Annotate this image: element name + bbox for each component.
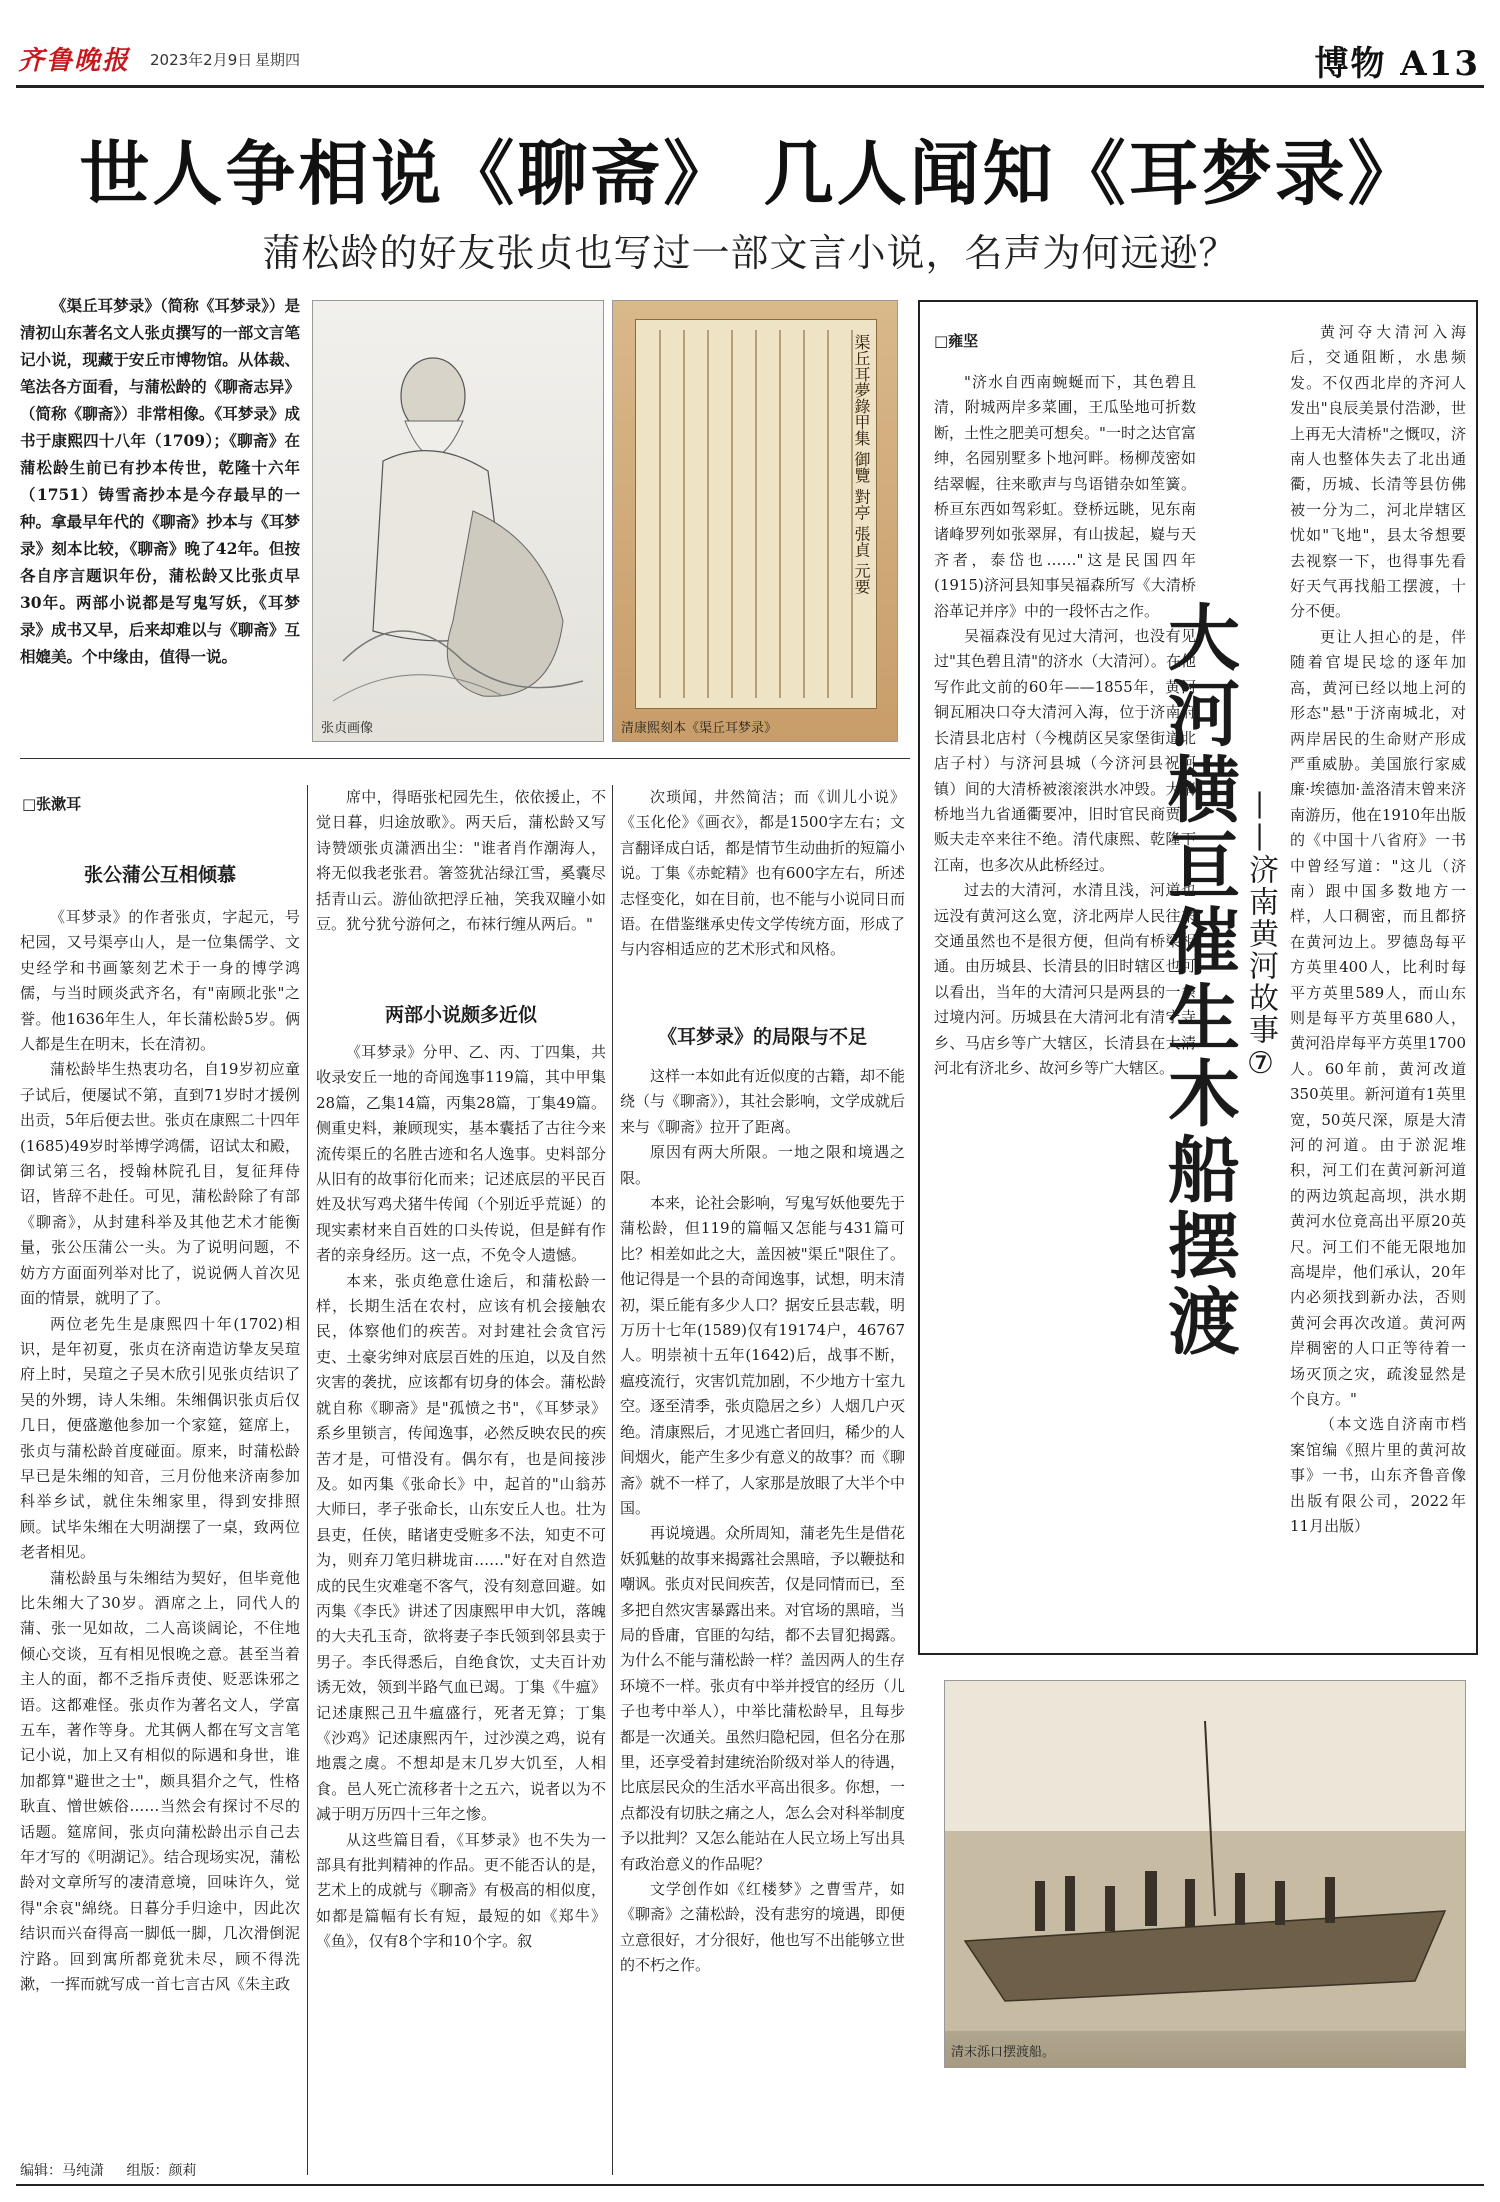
subheading-2: 两部小说颇多近似 [384,1004,537,1026]
book-page [635,319,877,709]
left-column-3a [620,785,905,1000]
page-title: 世人争相说《聊斋》 几人闻知《耳梦录》 [79,132,1421,215]
portrait-illustration [313,301,603,711]
paragraph: 席中，得晤张杞园先生，依依援止，不觉日暮，归途放歌》。两天后，蒲松龄又写诗赞颂张贞潇洒出尘："谁者肖作潮海人，将无似我老张君。箸签犹沾绿江雪，奚囊尽括青山云。游仙欲把浮丘袖，笑我双瞳小如豆。犹兮犹兮游何之，布袜行缠从两后。" [316,788,606,934]
paragraph: 《耳梦录》的作者张贞，字起元，号杞园，又号渠亭山人，是一位集儒学、文史经学和书画篆刻艺术于一身的博学鸿儒，与当时顾炎武齐名，有"南顾北张"之誉。他1636年生人，年长蒲松龄5岁。俩人都是生在明末，长在清初。 [20,908,300,1054]
paragraph: 文学创作如《红楼梦》之曹雪芹，如《聊斋》之蒲松龄，没有悲穷的境遇，即便立意很好，才分很好，他也写不出能够立世的不朽之作。 [620,1880,905,1975]
ferry-illustration [945,1681,1465,2031]
portrait-photo [312,300,604,742]
paragraph: 《耳梦录》分甲、乙、丙、丁四集，共收录安丘一地的奇闻逸事119篇，其中甲集28篇，乙集14篇，丙集28篇，丁集49篇。侧重史料，兼顾现实，基本囊括了古往今来流传渠丘的名胜古迹和名人逸事。史料部分从旧有的故事衍化而来；记述底层的平民百姓及状写鸡犬猪牛传闻（个别近乎荒诞）的现实素材来自百姓的口头传说，但是鲜有作者的亲身经历。这一点，不免令人遗憾。 [316,1043,606,1265]
column-divider [307,785,308,2175]
book-title-text: 渠丘耳夢錄甲集 御覽 對亭 張貞 元要 [852,334,871,595]
paragraph: "济水自西南蜿蜒而下，其色碧且清，附城两岸多菜圃，王瓜坠地可折数断，土性之肥美可想矣。"一时之达官富绅，名园别墅多卜地河畔。杨柳茂密如结翠幄，往来歌声与鸟语错杂如笙簧。桥亘东西如驾彩虹。登桥远眺，见东南诸峰罗列如张翠屏，有山拔起，嶷与天齐者，泰岱也……"这是民国四年(1915)济河县知事吴福森所写《大清桥浴革记并序》中的一段怀古之作。 [934,373,1196,620]
paragraph: 再说境遇。众所周知，蒲老先生是借花妖狐魅的故事来揭露社会黑暗，予以鞭挞和嘲讽。张贞对民间疾苦，仅是同情而已，至多把自然灾害暴露出来。对官场的黑暗，当局的昏庸，官匪的勾结，都不去冒犯揭露。为什么不能与蒲松龄一样？盖因两人的生存环境不一样。张贞有中举并授官的经历（儿子也考中举人），中举比蒲松龄早，且每步都是一次通关。虽然归隐杞园，但名分在那里，还享受着封建统治阶级对举人的待遇，比底层民众的生活水平高出很多。你想，一点都没有切肤之痛之人，怎么会对科举制度予以批判？又怎么能站在人民立场上写出具有政治意义的作品呢？ [620,1524,905,1873]
right-byline: □雍坚 [934,332,979,350]
paragraph: 黄河夺大清河入海后，交通阻断，水患频发。不仅西北岸的齐河人发出"良辰美景付浩渺，世上再无大清桥"之慨叹，济南人也整体失去了北出通衢，历城、长清等县仿佛被一分为二，河北岸辖区忧如"飞地"，县太爷想要去视察一下，也得事先看好天气再找船工摆渡，十分不便。 [1290,323,1466,621]
paragraph: 本来，张贞绝意仕途后，和蒲松龄一样，长期生活在农村，应该有机会接触农民，体察他们的疾苦。对封建社会贪官污吏、土豪劣绅对底层百姓的压迫，以及自然灾害的袭扰，应该都有切身的体会。蒲松龄就自称《聊斋》是"孤愤之书"，《耳梦录》系乡里锁言，传闻逸事，必然反映农民的疾苦才是，可惜没有。偶尔有，也是间接涉及。如丙集《张命长》中，起首的"山翁苏大师曰，孝子张命长，山东安丘人也。壮为县吏，任侠，睹诸吏受赃多不法，知吏不可为，则弃刀笔归耕垅亩……"好在对自然造成的民生灾难毫不客气，没有刻意回避。如丙集《李氏》讲述了因康熙甲申大饥，落魄的大夫孔玉奇，欲将妻子李氏领到邻县卖于男子。李氏得悉后，自绝食饮，丈夫百计劝诱无效，领到半路气血已竭。丁集《牛瘟》记述康熙己丑牛瘟盛行，死者无算；丁集《沙鸡》记述康熙丙午，过沙漠之鸡，说有地震之虞。不想却是末几岁大饥至，人相食。邑人死亡流移者十之五六，说者以为不减于明万历四十三年之惨。 [316,1271,606,1824]
article-series-vertical: ——济南黄河故事⑦ [1243,790,1278,1083]
paragraph: 更让人担心的是，伴随着官堤民埝的逐年加高，黄河已经以地上河的形态"悬"于济南城北，对两岸居民的生命财产形成严重威胁。美国旅行家威廉·埃德加·盖洛清末曾来济南游历，他在1910年出版的《中国十八省府》一书中曾经写道："这儿（济南）跟中国多数地方一样，人口稠密，而且都挤在黄河边上。罗德岛每平方英里400人，比利时每平方英里589人，而山东则是每平方英里680人，黄河沿岸每平方英里1700人。60年前，黄河改道350英里。新河道有1英里宽，50英尺深，原是大清河的河道。由于淤泥堆积，河工们在黄河新河道的两边筑起高坝，洪水期黄河水位竟高出平原20英尺。河工们不能无限地加高堤岸，他们承认，20年内必须找到新办法，否则黄河会再次改道。黄河两岸稠密的人口正等待着一场灭顶之灾，疏浚显然是个良方。" [1290,627,1466,1409]
book-caption: 清康熙刻本《渠丘耳梦录》 [621,721,778,736]
paragraph: 蒲松龄虽与朱缃结为契好，但毕竟他比朱缃大了30岁。酒席之上，同代人的蒲、张一见如故，二人高谈阔论，不住地倾心交谈，互有相见恨晚之意。甚至当着主人的面，都不乏指斥责使、贬恶诛邪之语。这都难怪。张贞作为著名文人，学富五车，著作等身。尤其俩人都在写文言笔记小说，加上又有相似的际遇和身世，谁加都算"避世之士"，颇具猖介之气，性格耿直、憎世嫉俗……当然会有探讨不尽的话题。筵席间，张贞向蒲松龄出示自己去年才写的《明湖记》。结合现场实况，蒲松龄对文章所写的凄清意境，回味许久，觉得"余哀"綿绕。日暮分手归途中，因此次结识而兴奋得高一脚低一脚，几次滑倒泥泞路。回到寓所都竟犹未尽，顾不得洗漱，一挥而就写成一首七言古风《朱主政 [20,1568,300,1994]
paragraph: 从这些篇目看，《耳梦录》也不失为一部具有批判精神的作品。更不能否认的是，艺术上的成就与《聊斋》有极高的相似度，如都是篇幅有长有短，最短的如《郑牛》《鱼》，仅有8个字和10个字。叙 [316,1830,606,1951]
paragraph: （本文选自济南市档案馆编《照片里的黄河故事》一书，山东齐鲁音像出版有限公司，2022年11月出版） [1290,1415,1466,1536]
right-column-b [1290,320,1466,1650]
article-title-vertical: 大河横亘催生木船摆渡 [1156,600,1241,1360]
paragraph: 吴福森没有见过大清河，也没有见过"其色碧且清"的济水（大清河）。在他写作此文前的60年——1855年，黄河铜瓦厢决口夺大清河入海，位于济南府长清县北店村（今槐荫区吴家堡街道北店子村）与济河县城（今济河县祝阿镇）间的大清桥被滚滚洪水冲毁。大清桥地当九省通衢要冲，旧时官民商贾，贩夫走卒来往不绝。清代康熙、乾隆下江南，也多次从此桥经过。 [934,627,1196,874]
section-label: 博物 A13 [1314,44,1480,84]
ferry-photo [944,1680,1466,2068]
newspaper-logo: 齐鲁晚报 [18,46,131,76]
page-subtitle: 蒲松龄的好友张贞也写过一部文言小说，名声为何远逊？ [262,231,1238,275]
left-column-2a [316,785,606,985]
lead-paragraph: 《渠丘耳梦录》（简称《耳梦录》）是清初山东著名文人张贞撰写的一部文言笔记小说，现藏于安丘市博物馆。从体裁、笔法各方面看，与蒲松龄的《聊斋志异》（简称《聊斋》）非常相像。《耳梦录》成书于康熙四十八年（1709）；《聊斋》在蒲松龄生前已有抄本传世，乾隆十六年（1751）铸雪斋抄本是今存最早的一种。拿最早年代的《聊斋》抄本与《耳梦录》刻本比较，《聊斋》晚了42年。但按各自序言题识年份，蒲松龄又比张贞早30年。两部小说都是写鬼写妖，《耳梦录》成书又早，后来却难以与《聊斋》互相媲美。个中缘由，值得一说。 [20,296,300,666]
paragraph: 两位老先生是康熙四十年(1702)相识，是年初夏，张贞在济南造访挚友吴瑄府上时，吴瑄之子吴木欣引见张贞结识了吴的外甥，诗人朱缃。朱缃偶识张贞后仅几日，便盛邀他参加一个家筵，筵席上，张贞与蒲松龄首度碰面。原来，时蒲松龄早已是朱缃的知音，三月份他来济南参加科举乡试，就住朱缃家里，得到安排照顾。试毕朱缃在大明湖摆了一桌，致两位老者相见。 [20,1314,300,1562]
paragraph: 原因有两大所限。一地之限和境遇之限。 [620,1143,905,1187]
left-column-3b [620,1064,905,2170]
left-byline: □张漱耳 [22,795,82,813]
book-column-lines [636,320,876,708]
subheading-1: 张公蒲公互相倾慕 [83,864,236,886]
column-divider [612,785,613,2175]
footer-credits [20,2160,196,2180]
paragraph: 本来，论社会影响，写鬼写妖他要先于蒲松龄，但119的篇幅又怎能与431篇可比？相差如此之大，盖因被"渠丘"限住了。他记得是一个县的奇闻逸事，试想，明末清初，渠丘能有多少人口？据安丘县志载，明万历十七年(1589)仅有19174户，46767人。明崇祯十五年(1642)后，战事不断，瘟疫流行，灾害饥荒加剧，不少地方十室九空。逐至清季，张贞隐居之乡）人烟几户灭绝。清康熙后，才见逃亡者回归，稀少的人间烟火，能产生多少有意义的故事？而《聊斋》就不一样了，人家那是放眼了大半个中国。 [620,1194,905,1517]
book-photo [612,300,898,742]
footer-divider [16,2184,1484,2186]
layout-credit: 组版：颜莉 [126,2163,197,2179]
left-column-2b [316,1040,606,2170]
issue-weekday: 星期四 [255,51,301,69]
editor-credit: 编辑：马纯潇 [20,2163,104,2179]
paragraph: 这样一本如此有近似度的古籍，却不能绕（与《聊斋》），其社会影响，文学成就后来与《聊斋》拉开了距离。 [620,1067,905,1136]
header-divider [16,85,1484,88]
issue-date: 2023年2月9日 [150,51,253,69]
ferry-caption: 清末泺口摆渡船。 [951,2045,1056,2060]
subheading-3: 《耳梦录》的局限与不足 [657,1026,867,1048]
left-article-top-rule [20,758,910,759]
portrait-caption: 张贞画像 [321,721,374,736]
paragraph: 蒲松龄毕生热衷功名，自19岁初应童子试后，便屡试不第，直到71岁时才援例出贡，5年后便去世。张贞在康熙二十四年(1685)49岁时举博学鸿儒，诏试太和殿，御试第三名，授翰林院孔目，复征拜侍诏，皆辞不赴任。可见，蒲松龄除了有部《聊斋》，从封建科举及其他艺术才能衡量，张公压蒲公一头。为了说明问题，不妨方方面面列举对比了，说说俩人首次见面的情景，就明了了。 [20,1060,300,1308]
left-column-1 [20,905,300,2167]
paragraph: 次琐闻，井然简洁；而《训儿小说》《玉化伦》《画衣》，都是1500字左右；文言翻译成白话，都是情节生动曲折的短篇小说。丁集《赤蛇精》也有600字左右，所述志怪变化，如在目前，也不能与小说同日而语。在借鉴继承史传文学传统方面，形成了与内容相适应的艺术形式和风格。 [620,788,905,959]
paragraph: 过去的大清河，水清且浅，河道也远没有黄河这么宽，济北两岸人民往来交通虽然也不是很方便，但尚有桥梁相通。由历城县、长清县的旧时辖区也可以看出，当年的大清河只是两县的一条过境内河。历城县在大清河北有清宁寺乡、马店乡等广大辖区，长清县在大清河北有济北乡、故河乡等广大辖区。 [934,881,1196,1077]
